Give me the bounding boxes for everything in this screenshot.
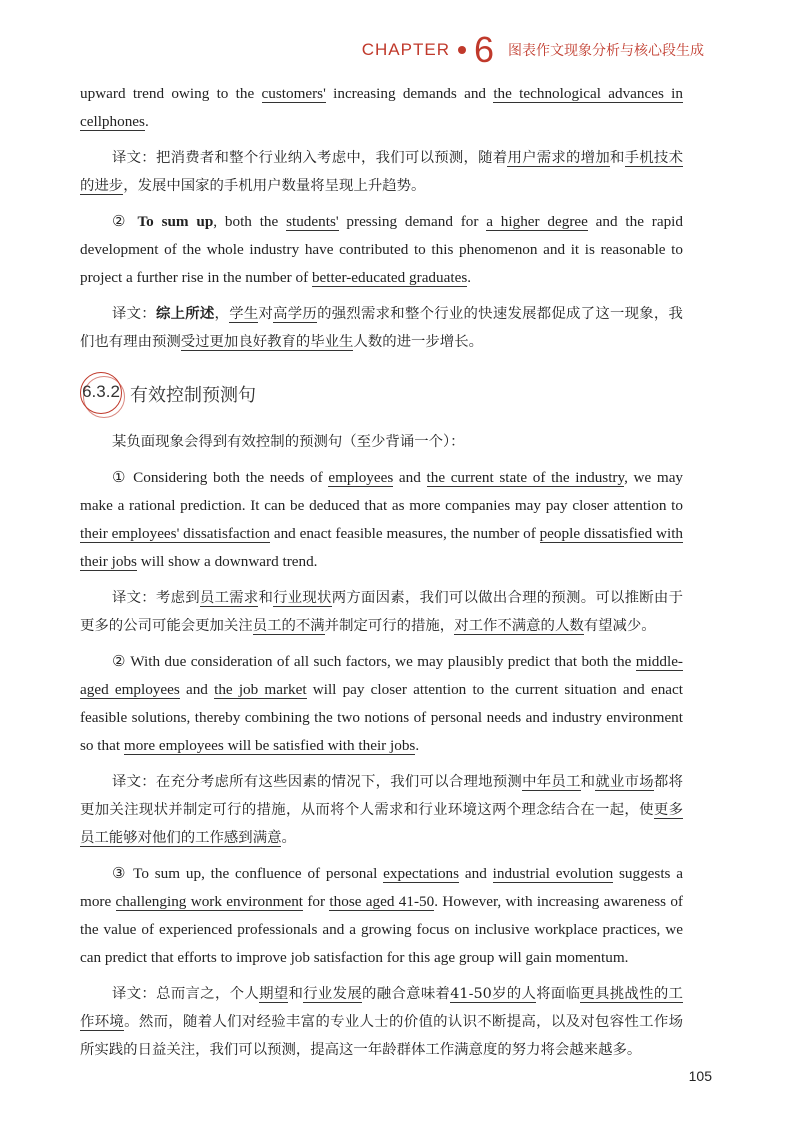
section-intro: 某负面现象会得到有效控制的预测句（至少背诵一个）： <box>112 434 465 450</box>
chapter-title: 图表作文现象分析与核心段生成 <box>508 43 704 59</box>
paragraph-en-3: ① Considering both the needs of employees and the current state of the industry, we may make a rational prediction. It can be deduced that as more companies may pay closer attention to their employees' dissatisfaction and enact feasible measures, the number of people dissatisfied with their jobs will show a downward trend. <box>80 469 684 570</box>
paragraph-en-5: ③ To sum up, the confluence of personal expectations and industrial evolution suggests a more challenging work environment for those aged 41-50. However, with increasing awareness of the value of experienced professionals and a growing focus on inclusive workplace practices, we can predict that efforts to improve job satisfaction for this age group will gain momentum. <box>80 865 683 966</box>
section-title: 有效控制预测句 <box>130 385 256 406</box>
chapter-word: CHAPTER <box>361 40 450 59</box>
paragraph-en-4: ② With due consideration of all such factors, we may plausibly predict that both the middle-aged employees and the job market will pay closer attention to the current situation and enact feasible solutions, thereby combining the two notions of personal needs and industry environment so that more employees will be satisfied with their jobs. <box>80 653 683 754</box>
section-heading <box>80 370 683 418</box>
section-number: 6.3.2 <box>82 382 120 401</box>
page-number: 105 <box>688 1068 712 1084</box>
chapter-header <box>362 30 704 70</box>
translation-5: 译文：总而言之，个人期望和行业发展的融合意味着41-50岁的人将面临更具挑战性的工作环境。然而，随着人们对经验丰富的专业人士的价值的认识不断提高，以及对包容性工作场所实践的日益关注，我们可以预测，提高这一年龄群体工作满意度的努力将会越来越多。 <box>80 986 683 1058</box>
paragraph-en-1: upward trend owing to the customers' increasing demands and the technological advances in cellphones. <box>80 85 683 130</box>
translation-1: 译文：把消费者和整个行业纳入考虑中，我们可以预测，随着用户需求的增加和手机技术的进步，发展中国家的手机用户数量将呈现上升趋势。 <box>80 150 683 194</box>
translation-3: 译文：考虑到员工需求和行业现状两方面因素，我们可以做出合理的预测。可以推断由于更多的公司可能会更加关注员工的不满并制定可行的措施，对工作不满意的人数有望减少。 <box>80 590 683 634</box>
section-number-badge <box>80 372 124 416</box>
translation-2: 译文：综上所述，学生对高学历的强烈需求和整个行业的快速发展都促成了这一现象，我们也有理由预测受过更加良好教育的毕业生人数的进一步增长。 <box>80 305 683 350</box>
page-content <box>80 80 683 1072</box>
chapter-number: 6 <box>473 29 494 70</box>
chapter-dot-icon <box>458 46 466 54</box>
translation-4: 译文：在充分考虑所有这些因素的情况下，我们可以合理地预测中年员工和就业市场都将更加关注现状并制定可行的措施，从而将个人需求和行业环境这两个理念结合在一起，使更多员工能够对他们的工作感到满意。 <box>80 774 683 846</box>
paragraph-en-2: ② To sum up, both the students' pressing demand for a higher degree and the rapid development of the whole industry have contributed to this phenomenon and it is reasonable to project a further rise in the number of better-educated graduates. <box>80 213 683 286</box>
